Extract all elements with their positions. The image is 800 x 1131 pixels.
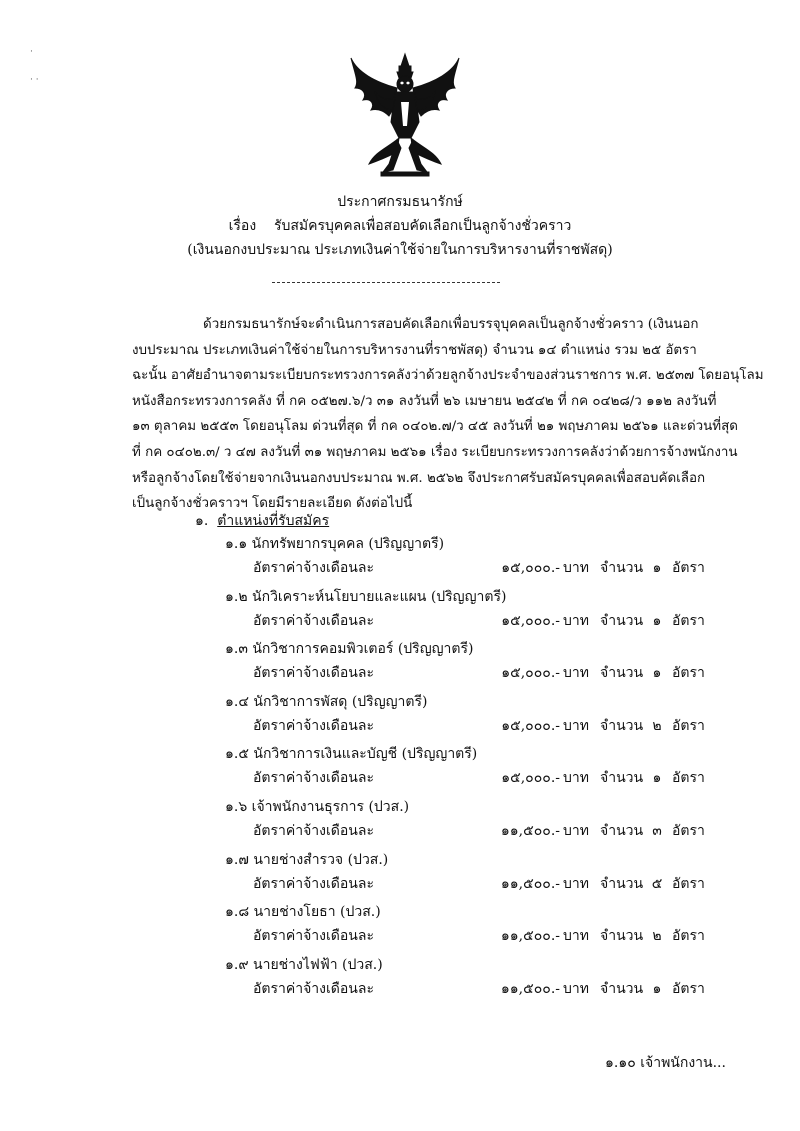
quantity-value: ๒ (652, 718, 662, 734)
quantity-value: ๑ (652, 665, 662, 681)
rate-label: อัตราค่าจ้างเดือนละ (253, 770, 374, 786)
position-item (0, 743, 800, 791)
rate-label: อัตราค่าจ้างเดือนละ (253, 613, 374, 629)
body-line: ที่ กค ๐๔๐๒.๓/ ว ๔๗ ลงวันที่ ๓๑ พฤษภาคม ๒๕๖๑ เรื่อง ระเบียบกระทรวงการคลังว่าด้วยการจ้างพนักงาน (132, 444, 738, 460)
quantity-unit: อัตรา (672, 613, 705, 629)
quantity-value: ๓ (652, 823, 662, 839)
quantity-unit: อัตรา (672, 665, 705, 681)
garuda-emblem-icon (345, 52, 465, 180)
position-title: ๑.๒ นักวิเคราะห์นโยบายและแผน (ปริญญาตรี) (225, 589, 507, 605)
subject-detail: (เงินนอกงบประมาณ ประเภทเงินค่าใช้จ่ายในการบริหารงานที่ราชพัสดุ) (187, 242, 613, 258)
salary-amount: ๑๑,๕๐๐.- (500, 823, 560, 839)
position-title: ๑.๘ นายช่างโยธา (ปวส.) (225, 904, 381, 920)
currency-label: บาท (563, 928, 589, 944)
quantity-value: ๑ (652, 770, 662, 786)
body-line: ๑๓ ตุลาคม ๒๕๕๓ โดยอนุโลม ด่วนที่สุด ที่ กค ๐๔๐๒.๗/ว ๔๕ ลงวันที่ ๒๑ พฤษภาคม ๒๕๖๑ และด่วนที่สุด (132, 419, 739, 435)
currency-label: บาท (563, 770, 589, 786)
rate-label: อัตราค่าจ้างเดือนละ (253, 560, 374, 576)
position-title: ๑.๖ เจ้าพนักงานธุรการ (ปวส.) (225, 799, 410, 815)
body-line: งบประมาณ ประเภทเงินค่าใช้จ่ายในการบริหารงานที่ราชพัสดุ) จำนวน ๑๔ ตำแหน่ง รวม ๒๕ อัตรา (132, 342, 697, 358)
section-number: ๑. (195, 513, 209, 529)
rate-label: อัตราค่าจ้างเดือนละ (253, 823, 374, 839)
position-item (0, 586, 800, 634)
position-item (0, 533, 800, 581)
position-title: ๑.๓ นักวิชาการคอมพิวเตอร์ (ปริญญาตรี) (225, 641, 474, 657)
body-line: ด้วยกรมธนารักษ์จะดำเนินการสอบคัดเลือกเพื่อบรรจุบุคคลเป็นลูกจ้างชั่วคราว (เงินนอก (203, 317, 699, 332)
quantity-unit: อัตรา (672, 718, 705, 734)
currency-label: บาท (563, 718, 589, 734)
salary-amount: ๑๕,๐๐๐.- (501, 718, 560, 734)
position-item (0, 954, 800, 1002)
quantity-unit: อัตรา (672, 928, 705, 944)
quantity-label: จำนวน (600, 665, 644, 681)
rate-label: อัตราค่าจ้างเดือนละ (253, 718, 374, 734)
subject-label: เรื่อง (228, 218, 257, 234)
position-item (0, 849, 800, 897)
position-title: ๑.๙ นายช่างไฟฟ้า (ปวส.) (225, 957, 383, 973)
currency-label: บาท (563, 823, 589, 839)
rate-label: อัตราค่าจ้างเดือนละ (253, 665, 374, 681)
body-line: หนังสือกระทรวงการคลัง ที่ กค ๐๕๒๗.๖/ว ๓๑ ลงวันที่ ๒๖ เมษายน ๒๕๔๒ ที่ กค ๐๔๒๘/ว ๑๑๒ ลงวันที่ (132, 393, 717, 409)
quantity-unit: อัตรา (672, 823, 705, 839)
quantity-value: ๑ (652, 560, 662, 576)
position-title: ๑.๕ นักวิชาการเงินและบัญชี (ปริญญาตรี) (225, 746, 478, 762)
quantity-label: จำนวน (600, 981, 644, 997)
issuer-heading: ประกาศกรมธนารักษ์ (337, 194, 463, 210)
position-title: ๑.๗ นายช่างสำรวจ (ปวส.) (225, 852, 389, 868)
rate-label: อัตราค่าจ้างเดือนละ (253, 876, 374, 892)
salary-amount: ๑๕,๐๐๐.- (501, 560, 560, 576)
rate-label: อัตราค่าจ้างเดือนละ (253, 928, 374, 944)
quantity-label: จำนวน (600, 823, 644, 839)
currency-label: บาท (563, 876, 589, 892)
quantity-unit: อัตรา (672, 981, 705, 997)
body-line: ฉะนั้น อาศัยอำนาจตามระเบียบกระทรวงการคลังว่าด้วยลูกจ้างประจำของส่วนราชการ พ.ศ. ๒๕๓๗ โดยอนุโลม (132, 368, 764, 384)
salary-amount: ๑๑,๕๐๐.- (500, 928, 560, 944)
quantity-value: ๕ (651, 876, 663, 892)
currency-label: บาท (563, 613, 589, 629)
position-item (0, 901, 800, 949)
quantity-value: ๑ (652, 981, 662, 997)
position-title: ๑.๔ นักวิชาการพัสดุ (ปริญญาตรี) (225, 694, 428, 710)
position-item (0, 796, 800, 844)
quantity-value: ๒ (652, 928, 662, 944)
header-divider (272, 282, 500, 283)
scan-specks: · · · (30, 47, 39, 85)
currency-label: บาท (563, 981, 589, 997)
quantity-value: ๑ (652, 613, 662, 629)
rate-label: อัตราค่าจ้างเดือนละ (253, 981, 374, 997)
quantity-label: จำนวน (600, 876, 644, 892)
quantity-unit: อัตรา (672, 560, 705, 576)
quantity-label: จำนวน (600, 718, 644, 734)
salary-amount: ๑๕,๐๐๐.- (501, 770, 560, 786)
position-item (0, 691, 800, 739)
quantity-label: จำนวน (600, 928, 644, 944)
body-paragraph (132, 312, 764, 517)
quantity-unit: อัตรา (672, 770, 705, 786)
salary-amount: ๑๑,๕๐๐.- (500, 876, 560, 892)
subject-text: รับสมัครบุคคลเพื่อสอบคัดเลือกเป็นลูกจ้างชั่วคราว (273, 218, 572, 234)
subject-line (0, 215, 800, 237)
currency-label: บาท (563, 560, 589, 576)
body-line: เป็นลูกจ้างชั่วคราวฯ โดยมีรายละเอียด ดังต่อไปนี้ (132, 496, 413, 512)
quantity-unit: อัตรา (672, 876, 705, 892)
page-continuation: ๑.๑๐ เจ้าพนักงาน... (605, 1055, 726, 1071)
position-title: ๑.๑ นักทรัพยากรบุคคล (ปริญญาตรี) (225, 536, 445, 552)
position-item (0, 638, 800, 686)
quantity-label: จำนวน (600, 613, 644, 629)
body-line: หรือลูกจ้างโดยใช้จ่ายจากเงินนอกงบประมาณ พ.ศ. ๒๕๖๒ จึงประกาศรับสมัครบุคคลเพื่อสอบคัดเลือก (132, 470, 706, 486)
section-heading (195, 510, 329, 532)
quantity-label: จำนวน (600, 770, 644, 786)
currency-label: บาท (563, 665, 589, 681)
quantity-label: จำนวน (600, 560, 644, 576)
salary-amount: ๑๑,๕๐๐.- (500, 981, 560, 997)
section-title: ตำแหน่งที่รับสมัคร (217, 513, 330, 529)
salary-amount: ๑๕,๐๐๐.- (501, 665, 560, 681)
salary-amount: ๑๕,๐๐๐.- (501, 613, 560, 629)
